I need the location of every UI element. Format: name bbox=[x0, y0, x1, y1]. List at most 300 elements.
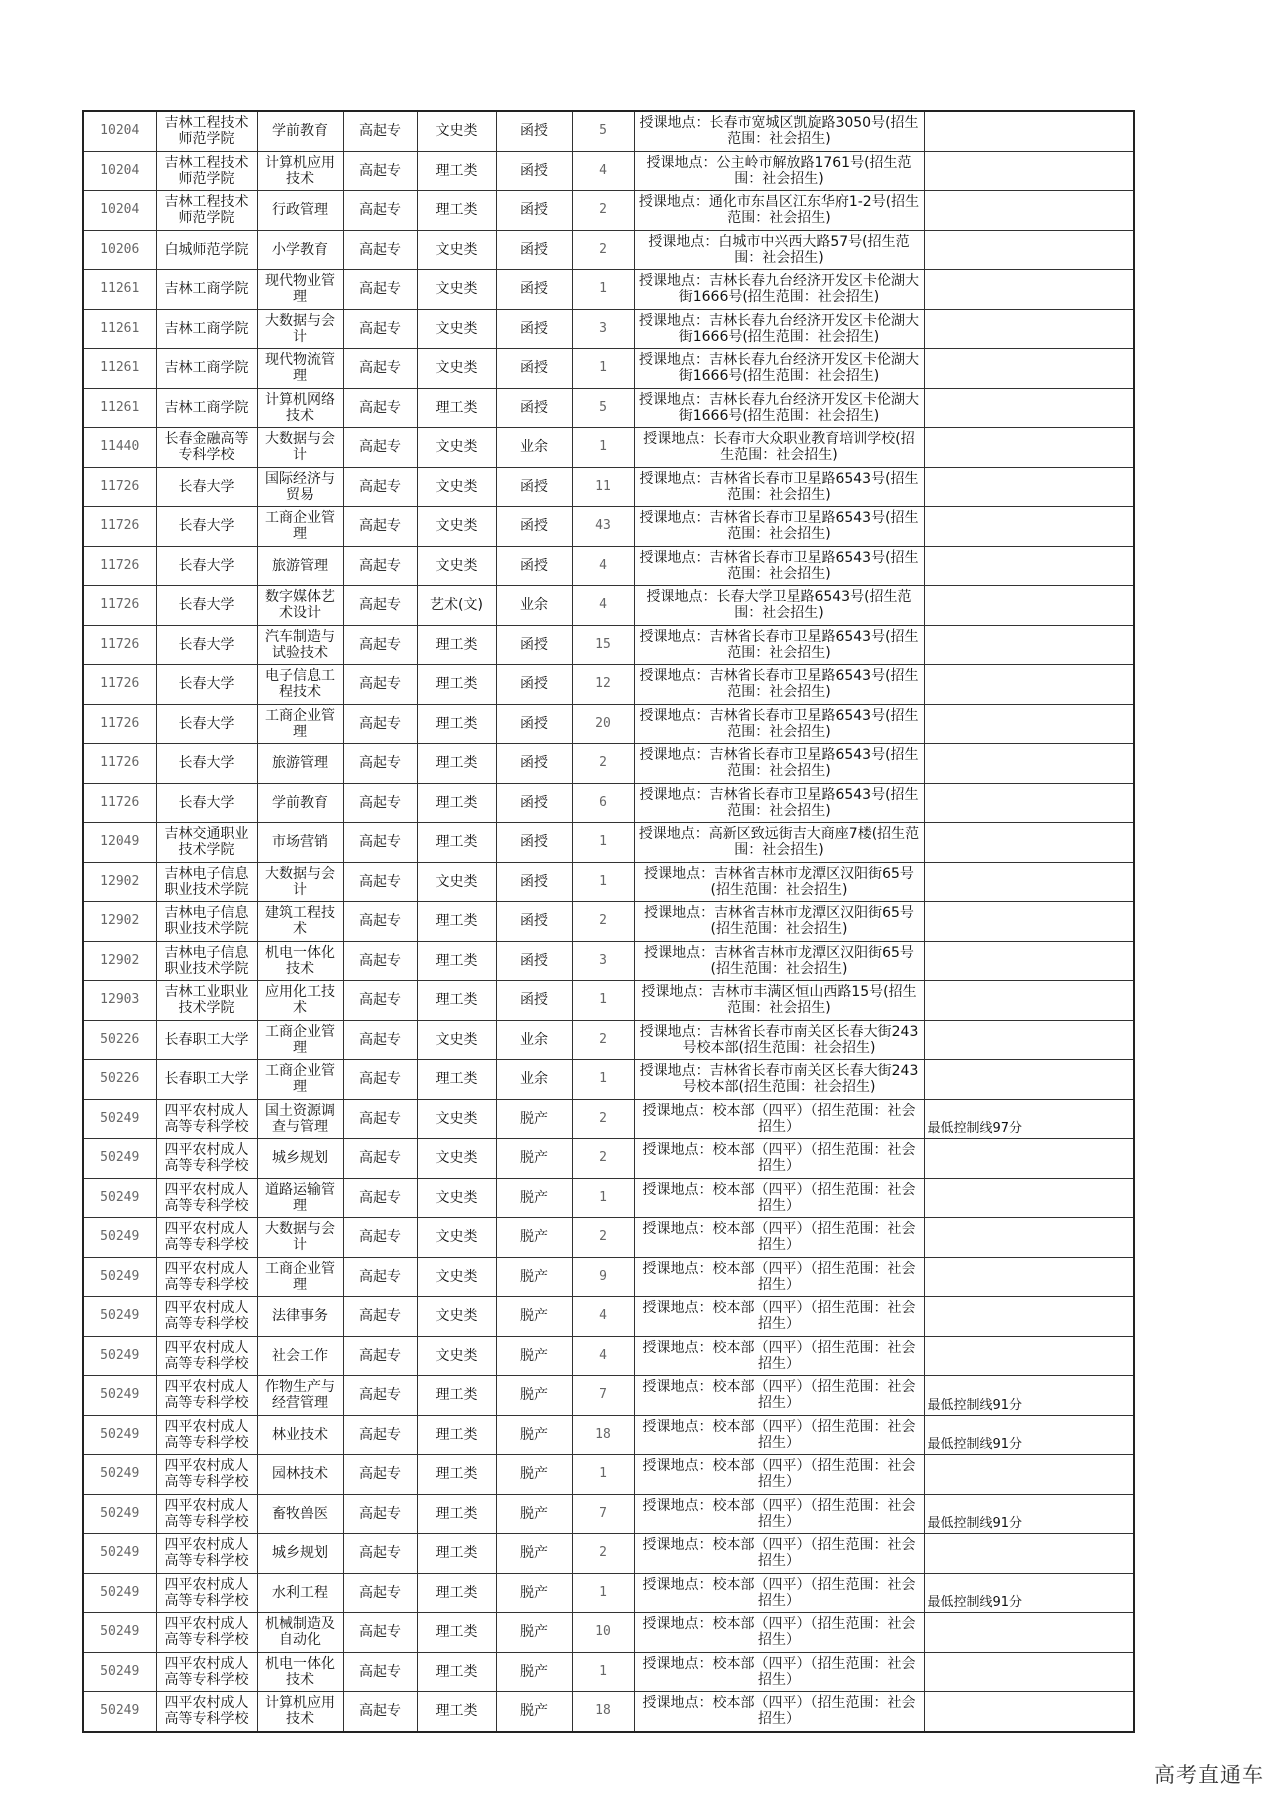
place-cell: 授课地点：校本部（四平）（招生范围：社会招生） bbox=[634, 1415, 924, 1455]
major-cell: 学前教育 bbox=[257, 111, 343, 151]
code-cell: 11726 bbox=[83, 744, 156, 784]
table-row bbox=[83, 586, 1134, 626]
major-cell: 汽车制造与试验技术 bbox=[257, 625, 343, 665]
level-cell: 高起专 bbox=[343, 665, 417, 705]
place-cell: 授课地点：校本部（四平）（招生范围：社会招生） bbox=[634, 1099, 924, 1139]
place-cell: 授课地点：吉林省长春市南关区长春大街243号校本部(招生范围：社会招生) bbox=[634, 1060, 924, 1100]
code-cell: 50249 bbox=[83, 1336, 156, 1376]
school-cell: 长春大学 bbox=[156, 744, 257, 784]
count-cell: 7 bbox=[572, 1494, 634, 1534]
count-cell: 2 bbox=[572, 1139, 634, 1179]
table-body bbox=[83, 111, 1134, 1732]
mode-cell: 脱产 bbox=[496, 1613, 572, 1653]
category-cell: 文史类 bbox=[417, 1099, 496, 1139]
school-cell: 四平农村成人高等专科学校 bbox=[156, 1613, 257, 1653]
table-row bbox=[83, 270, 1134, 310]
place-cell: 授课地点：吉林市丰满区恒山西路15号(招生范围：社会招生) bbox=[634, 981, 924, 1021]
admissions-table bbox=[82, 110, 1135, 1733]
place-cell: 授课地点：高新区致远街吉大商座7楼(招生范围：社会招生) bbox=[634, 823, 924, 863]
code-cell: 12902 bbox=[83, 902, 156, 942]
level-cell: 高起专 bbox=[343, 1139, 417, 1179]
category-cell: 文史类 bbox=[417, 230, 496, 270]
school-cell: 吉林工商学院 bbox=[156, 388, 257, 428]
code-cell: 50226 bbox=[83, 1020, 156, 1060]
major-cell: 电子信息工程技术 bbox=[257, 665, 343, 705]
place-cell: 授课地点：吉林长春九台经济开发区卡伦湖大街1666号(招生范围：社会招生) bbox=[634, 309, 924, 349]
mode-cell: 函授 bbox=[496, 704, 572, 744]
level-cell: 高起专 bbox=[343, 230, 417, 270]
school-cell: 长春大学 bbox=[156, 665, 257, 705]
table-row bbox=[83, 546, 1134, 586]
level-cell: 高起专 bbox=[343, 1336, 417, 1376]
category-cell: 文史类 bbox=[417, 467, 496, 507]
table-row bbox=[83, 191, 1134, 231]
table-row bbox=[83, 625, 1134, 665]
place-cell: 授课地点：校本部（四平）（招生范围：社会招生） bbox=[634, 1455, 924, 1495]
category-cell: 理工类 bbox=[417, 902, 496, 942]
table-row bbox=[83, 388, 1134, 428]
mode-cell: 脱产 bbox=[496, 1455, 572, 1495]
major-cell: 大数据与会计 bbox=[257, 1218, 343, 1258]
level-cell: 高起专 bbox=[343, 1415, 417, 1455]
code-cell: 12902 bbox=[83, 941, 156, 981]
school-cell: 吉林电子信息职业技术学院 bbox=[156, 862, 257, 902]
level-cell: 高起专 bbox=[343, 546, 417, 586]
count-cell: 1 bbox=[572, 1060, 634, 1100]
school-cell: 吉林工商学院 bbox=[156, 349, 257, 389]
major-cell: 小学教育 bbox=[257, 230, 343, 270]
category-cell: 艺术(文) bbox=[417, 586, 496, 626]
major-cell: 作物生产与经营管理 bbox=[257, 1376, 343, 1416]
level-cell: 高起专 bbox=[343, 586, 417, 626]
table-row bbox=[83, 862, 1134, 902]
table-row bbox=[83, 902, 1134, 942]
table-row bbox=[83, 704, 1134, 744]
code-cell: 11726 bbox=[83, 467, 156, 507]
count-cell: 10 bbox=[572, 1613, 634, 1653]
code-cell: 50249 bbox=[83, 1218, 156, 1258]
category-cell: 文史类 bbox=[417, 309, 496, 349]
remark-cell bbox=[924, 111, 1134, 151]
code-cell: 50249 bbox=[83, 1178, 156, 1218]
major-cell: 畜牧兽医 bbox=[257, 1494, 343, 1534]
remark-cell: 最低控制线97分 bbox=[924, 1099, 1134, 1139]
level-cell: 高起专 bbox=[343, 704, 417, 744]
mode-cell: 函授 bbox=[496, 625, 572, 665]
table-row bbox=[83, 1415, 1134, 1455]
school-cell: 四平农村成人高等专科学校 bbox=[156, 1218, 257, 1258]
remark-cell: 最低控制线91分 bbox=[924, 1376, 1134, 1416]
count-cell: 18 bbox=[572, 1415, 634, 1455]
count-cell: 4 bbox=[572, 586, 634, 626]
remark-cell bbox=[924, 1692, 1134, 1732]
mode-cell: 脱产 bbox=[496, 1534, 572, 1574]
school-cell: 长春大学 bbox=[156, 546, 257, 586]
table-row bbox=[83, 744, 1134, 784]
table-row bbox=[83, 309, 1134, 349]
place-cell: 授课地点：吉林省吉林市龙潭区汉阳街65号(招生范围：社会招生) bbox=[634, 941, 924, 981]
category-cell: 文史类 bbox=[417, 1297, 496, 1337]
school-cell: 吉林工商学院 bbox=[156, 309, 257, 349]
code-cell: 50249 bbox=[83, 1534, 156, 1574]
mode-cell: 函授 bbox=[496, 111, 572, 151]
school-cell: 四平农村成人高等专科学校 bbox=[156, 1692, 257, 1732]
category-cell: 文史类 bbox=[417, 1139, 496, 1179]
major-cell: 法律事务 bbox=[257, 1297, 343, 1337]
table-row bbox=[83, 151, 1134, 191]
mode-cell: 脱产 bbox=[496, 1376, 572, 1416]
level-cell: 高起专 bbox=[343, 1534, 417, 1574]
count-cell: 12 bbox=[572, 665, 634, 705]
place-cell: 授课地点：校本部（四平）（招生范围：社会招生） bbox=[634, 1613, 924, 1653]
remark-cell bbox=[924, 744, 1134, 784]
level-cell: 高起专 bbox=[343, 1297, 417, 1337]
level-cell: 高起专 bbox=[343, 862, 417, 902]
place-cell: 授课地点：吉林长春九台经济开发区卡伦湖大街1666号(招生范围：社会招生) bbox=[634, 270, 924, 310]
count-cell: 1 bbox=[572, 1178, 634, 1218]
category-cell: 理工类 bbox=[417, 783, 496, 823]
level-cell: 高起专 bbox=[343, 388, 417, 428]
code-cell: 12903 bbox=[83, 981, 156, 1021]
school-cell: 四平农村成人高等专科学校 bbox=[156, 1297, 257, 1337]
category-cell: 文史类 bbox=[417, 507, 496, 547]
category-cell: 理工类 bbox=[417, 941, 496, 981]
remark-cell: 最低控制线91分 bbox=[924, 1415, 1134, 1455]
count-cell: 2 bbox=[572, 1020, 634, 1060]
table-row bbox=[83, 1297, 1134, 1337]
category-cell: 理工类 bbox=[417, 665, 496, 705]
table-row bbox=[83, 349, 1134, 389]
major-cell: 现代物业管理 bbox=[257, 270, 343, 310]
mode-cell: 业余 bbox=[496, 428, 572, 468]
mode-cell: 脱产 bbox=[496, 1297, 572, 1337]
place-cell: 授课地点：公主岭市解放路1761号(招生范围：社会招生) bbox=[634, 151, 924, 191]
mode-cell: 函授 bbox=[496, 744, 572, 784]
mode-cell: 函授 bbox=[496, 941, 572, 981]
code-cell: 50249 bbox=[83, 1613, 156, 1653]
school-cell: 四平农村成人高等专科学校 bbox=[156, 1573, 257, 1613]
count-cell: 2 bbox=[572, 191, 634, 231]
remark-cell: 最低控制线91分 bbox=[924, 1494, 1134, 1534]
admissions-table-container bbox=[82, 110, 1133, 1733]
place-cell: 授课地点：校本部（四平）（招生范围：社会招生） bbox=[634, 1218, 924, 1258]
school-cell: 四平农村成人高等专科学校 bbox=[156, 1494, 257, 1534]
school-cell: 四平农村成人高等专科学校 bbox=[156, 1139, 257, 1179]
category-cell: 文史类 bbox=[417, 546, 496, 586]
level-cell: 高起专 bbox=[343, 309, 417, 349]
mode-cell: 业余 bbox=[496, 1060, 572, 1100]
table-row bbox=[83, 1020, 1134, 1060]
code-cell: 11726 bbox=[83, 507, 156, 547]
school-cell: 长春大学 bbox=[156, 783, 257, 823]
level-cell: 高起专 bbox=[343, 783, 417, 823]
code-cell: 10206 bbox=[83, 230, 156, 270]
category-cell: 理工类 bbox=[417, 704, 496, 744]
remark-cell bbox=[924, 1652, 1134, 1692]
major-cell: 社会工作 bbox=[257, 1336, 343, 1376]
school-cell: 长春大学 bbox=[156, 586, 257, 626]
category-cell: 理工类 bbox=[417, 151, 496, 191]
mode-cell: 函授 bbox=[496, 507, 572, 547]
mode-cell: 脱产 bbox=[496, 1336, 572, 1376]
category-cell: 理工类 bbox=[417, 1613, 496, 1653]
count-cell: 5 bbox=[572, 111, 634, 151]
table-row bbox=[83, 428, 1134, 468]
major-cell: 应用化工技术 bbox=[257, 981, 343, 1021]
place-cell: 授课地点：校本部（四平）（招生范围：社会招生） bbox=[634, 1652, 924, 1692]
code-cell: 11261 bbox=[83, 309, 156, 349]
mode-cell: 脱产 bbox=[496, 1178, 572, 1218]
category-cell: 理工类 bbox=[417, 1573, 496, 1613]
count-cell: 4 bbox=[572, 1297, 634, 1337]
school-cell: 四平农村成人高等专科学校 bbox=[156, 1178, 257, 1218]
mode-cell: 函授 bbox=[496, 546, 572, 586]
category-cell: 文史类 bbox=[417, 1336, 496, 1376]
place-cell: 授课地点：吉林长春九台经济开发区卡伦湖大街1666号(招生范围：社会招生) bbox=[634, 388, 924, 428]
code-cell: 50249 bbox=[83, 1139, 156, 1179]
remark-cell bbox=[924, 270, 1134, 310]
code-cell: 11726 bbox=[83, 704, 156, 744]
major-cell: 工商企业管理 bbox=[257, 704, 343, 744]
table-row bbox=[83, 1139, 1134, 1179]
table-row bbox=[83, 665, 1134, 705]
count-cell: 4 bbox=[572, 1336, 634, 1376]
level-cell: 高起专 bbox=[343, 1652, 417, 1692]
category-cell: 理工类 bbox=[417, 823, 496, 863]
place-cell: 授课地点：吉林省长春市卫星路6543号(招生范围：社会招生) bbox=[634, 783, 924, 823]
mode-cell: 函授 bbox=[496, 823, 572, 863]
code-cell: 50249 bbox=[83, 1692, 156, 1732]
remark-cell bbox=[924, 665, 1134, 705]
code-cell: 12902 bbox=[83, 862, 156, 902]
major-cell: 计算机应用技术 bbox=[257, 151, 343, 191]
count-cell: 2 bbox=[572, 744, 634, 784]
category-cell: 理工类 bbox=[417, 1534, 496, 1574]
level-cell: 高起专 bbox=[343, 1020, 417, 1060]
code-cell: 11440 bbox=[83, 428, 156, 468]
major-cell: 国际经济与贸易 bbox=[257, 467, 343, 507]
level-cell: 高起专 bbox=[343, 111, 417, 151]
major-cell: 城乡规划 bbox=[257, 1534, 343, 1574]
school-cell: 吉林工程技术师范学院 bbox=[156, 111, 257, 151]
mode-cell: 脱产 bbox=[496, 1573, 572, 1613]
table-row bbox=[83, 1336, 1134, 1376]
count-cell: 43 bbox=[572, 507, 634, 547]
major-cell: 工商企业管理 bbox=[257, 1060, 343, 1100]
table-row bbox=[83, 1573, 1134, 1613]
code-cell: 10204 bbox=[83, 151, 156, 191]
major-cell: 计算机网络技术 bbox=[257, 388, 343, 428]
table-row bbox=[83, 1376, 1134, 1416]
level-cell: 高起专 bbox=[343, 467, 417, 507]
code-cell: 12049 bbox=[83, 823, 156, 863]
remark-cell bbox=[924, 981, 1134, 1021]
level-cell: 高起专 bbox=[343, 1257, 417, 1297]
school-cell: 长春大学 bbox=[156, 625, 257, 665]
remark-cell bbox=[924, 1534, 1134, 1574]
major-cell: 林业技术 bbox=[257, 1415, 343, 1455]
level-cell: 高起专 bbox=[343, 1178, 417, 1218]
remark-cell bbox=[924, 1178, 1134, 1218]
level-cell: 高起专 bbox=[343, 1218, 417, 1258]
level-cell: 高起专 bbox=[343, 1613, 417, 1653]
count-cell: 4 bbox=[572, 546, 634, 586]
count-cell: 5 bbox=[572, 388, 634, 428]
remark-cell bbox=[924, 1613, 1134, 1653]
count-cell: 1 bbox=[572, 823, 634, 863]
major-cell: 旅游管理 bbox=[257, 744, 343, 784]
school-cell: 长春大学 bbox=[156, 467, 257, 507]
table-row bbox=[83, 823, 1134, 863]
major-cell: 计算机应用技术 bbox=[257, 1692, 343, 1732]
school-cell: 吉林电子信息职业技术学院 bbox=[156, 941, 257, 981]
table-row bbox=[83, 467, 1134, 507]
count-cell: 1 bbox=[572, 1652, 634, 1692]
category-cell: 理工类 bbox=[417, 1455, 496, 1495]
count-cell: 2 bbox=[572, 1218, 634, 1258]
remark-cell bbox=[924, 507, 1134, 547]
count-cell: 3 bbox=[572, 941, 634, 981]
place-cell: 授课地点：长春大学卫星路6543号(招生范围：社会招生) bbox=[634, 586, 924, 626]
mode-cell: 脱产 bbox=[496, 1692, 572, 1732]
table-row bbox=[83, 230, 1134, 270]
table-row bbox=[83, 111, 1134, 151]
category-cell: 理工类 bbox=[417, 1652, 496, 1692]
category-cell: 理工类 bbox=[417, 1060, 496, 1100]
table-row bbox=[83, 1257, 1134, 1297]
mode-cell: 函授 bbox=[496, 191, 572, 231]
count-cell: 6 bbox=[572, 783, 634, 823]
mode-cell: 函授 bbox=[496, 270, 572, 310]
level-cell: 高起专 bbox=[343, 349, 417, 389]
mode-cell: 函授 bbox=[496, 665, 572, 705]
code-cell: 50249 bbox=[83, 1415, 156, 1455]
place-cell: 授课地点：校本部（四平）（招生范围：社会招生） bbox=[634, 1178, 924, 1218]
major-cell: 工商企业管理 bbox=[257, 507, 343, 547]
category-cell: 文史类 bbox=[417, 862, 496, 902]
school-cell: 四平农村成人高等专科学校 bbox=[156, 1534, 257, 1574]
remark-cell bbox=[924, 467, 1134, 507]
major-cell: 国土资源调查与管理 bbox=[257, 1099, 343, 1139]
place-cell: 授课地点：通化市东昌区江东华府1-2号(招生范围：社会招生) bbox=[634, 191, 924, 231]
mode-cell: 函授 bbox=[496, 388, 572, 428]
level-cell: 高起专 bbox=[343, 1376, 417, 1416]
watermark: 高考直通车 bbox=[1154, 1763, 1264, 1787]
level-cell: 高起专 bbox=[343, 1573, 417, 1613]
mode-cell: 脱产 bbox=[496, 1139, 572, 1179]
school-cell: 四平农村成人高等专科学校 bbox=[156, 1099, 257, 1139]
level-cell: 高起专 bbox=[343, 191, 417, 231]
remark-cell bbox=[924, 783, 1134, 823]
code-cell: 50249 bbox=[83, 1297, 156, 1337]
category-cell: 文史类 bbox=[417, 1218, 496, 1258]
school-cell: 四平农村成人高等专科学校 bbox=[156, 1652, 257, 1692]
table-row bbox=[83, 941, 1134, 981]
count-cell: 1 bbox=[572, 981, 634, 1021]
code-cell: 11726 bbox=[83, 586, 156, 626]
place-cell: 授课地点：吉林省长春市卫星路6543号(招生范围：社会招生) bbox=[634, 507, 924, 547]
count-cell: 7 bbox=[572, 1376, 634, 1416]
remark-cell bbox=[924, 151, 1134, 191]
count-cell: 1 bbox=[572, 862, 634, 902]
place-cell: 授课地点：校本部（四平）（招生范围：社会招生） bbox=[634, 1494, 924, 1534]
level-cell: 高起专 bbox=[343, 1099, 417, 1139]
level-cell: 高起专 bbox=[343, 1060, 417, 1100]
school-cell: 四平农村成人高等专科学校 bbox=[156, 1415, 257, 1455]
school-cell: 长春大学 bbox=[156, 704, 257, 744]
school-cell: 长春职工大学 bbox=[156, 1020, 257, 1060]
count-cell: 1 bbox=[572, 1573, 634, 1613]
school-cell: 四平农村成人高等专科学校 bbox=[156, 1376, 257, 1416]
major-cell: 工商企业管理 bbox=[257, 1020, 343, 1060]
code-cell: 11261 bbox=[83, 388, 156, 428]
code-cell: 10204 bbox=[83, 111, 156, 151]
place-cell: 授课地点：吉林省长春市卫星路6543号(招生范围：社会招生) bbox=[634, 704, 924, 744]
school-cell: 吉林工商学院 bbox=[156, 270, 257, 310]
place-cell: 授课地点：校本部（四平）（招生范围：社会招生） bbox=[634, 1336, 924, 1376]
level-cell: 高起专 bbox=[343, 1494, 417, 1534]
place-cell: 授课地点：长春市大众职业教育培训学校(招生范围：社会招生) bbox=[634, 428, 924, 468]
level-cell: 高起专 bbox=[343, 823, 417, 863]
major-cell: 机电一体化技术 bbox=[257, 1652, 343, 1692]
major-cell: 城乡规划 bbox=[257, 1139, 343, 1179]
remark-cell bbox=[924, 1020, 1134, 1060]
table-row bbox=[83, 1099, 1134, 1139]
count-cell: 9 bbox=[572, 1257, 634, 1297]
major-cell: 水利工程 bbox=[257, 1573, 343, 1613]
mode-cell: 函授 bbox=[496, 230, 572, 270]
level-cell: 高起专 bbox=[343, 625, 417, 665]
remark-cell bbox=[924, 941, 1134, 981]
category-cell: 理工类 bbox=[417, 744, 496, 784]
table-row bbox=[83, 1613, 1134, 1653]
count-cell: 2 bbox=[572, 230, 634, 270]
level-cell: 高起专 bbox=[343, 151, 417, 191]
place-cell: 授课地点：校本部（四平）（招生范围：社会招生） bbox=[634, 1376, 924, 1416]
count-cell: 18 bbox=[572, 1692, 634, 1732]
category-cell: 理工类 bbox=[417, 981, 496, 1021]
code-cell: 50249 bbox=[83, 1573, 156, 1613]
category-cell: 理工类 bbox=[417, 1376, 496, 1416]
count-cell: 11 bbox=[572, 467, 634, 507]
mode-cell: 脱产 bbox=[496, 1257, 572, 1297]
table-row bbox=[83, 1218, 1134, 1258]
major-cell: 学前教育 bbox=[257, 783, 343, 823]
mode-cell: 业余 bbox=[496, 1020, 572, 1060]
category-cell: 文史类 bbox=[417, 111, 496, 151]
code-cell: 50249 bbox=[83, 1652, 156, 1692]
category-cell: 理工类 bbox=[417, 1494, 496, 1534]
school-cell: 四平农村成人高等专科学校 bbox=[156, 1336, 257, 1376]
school-cell: 长春职工大学 bbox=[156, 1060, 257, 1100]
table-row bbox=[83, 1060, 1134, 1100]
remark-cell bbox=[924, 1218, 1134, 1258]
school-cell: 吉林工程技术师范学院 bbox=[156, 191, 257, 231]
school-cell: 四平农村成人高等专科学校 bbox=[156, 1257, 257, 1297]
mode-cell: 脱产 bbox=[496, 1494, 572, 1534]
code-cell: 50249 bbox=[83, 1376, 156, 1416]
major-cell: 旅游管理 bbox=[257, 546, 343, 586]
mode-cell: 函授 bbox=[496, 862, 572, 902]
remark-cell bbox=[924, 1257, 1134, 1297]
level-cell: 高起专 bbox=[343, 1692, 417, 1732]
remark-cell bbox=[924, 1060, 1134, 1100]
major-cell: 大数据与会计 bbox=[257, 428, 343, 468]
category-cell: 理工类 bbox=[417, 1415, 496, 1455]
mode-cell: 函授 bbox=[496, 309, 572, 349]
count-cell: 4 bbox=[572, 151, 634, 191]
level-cell: 高起专 bbox=[343, 1455, 417, 1495]
